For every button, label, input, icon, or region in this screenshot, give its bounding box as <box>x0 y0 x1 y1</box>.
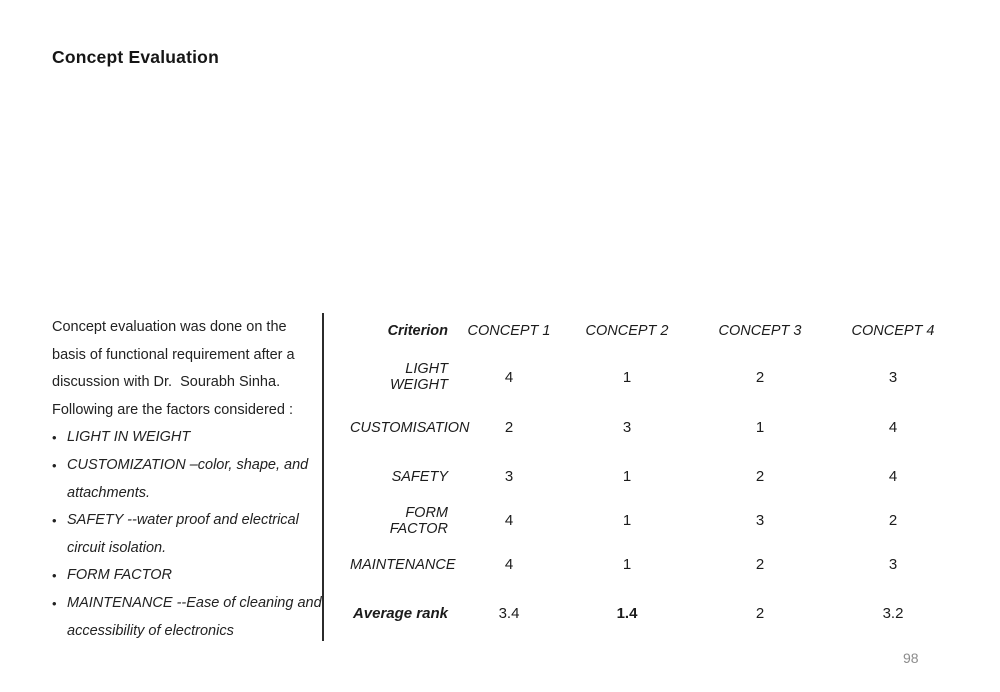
row-label: LIGHT WEIGHT <box>390 361 448 393</box>
bullet-line: accessibility of electronics <box>67 622 234 639</box>
bullet-icon: • <box>52 430 57 446</box>
cell-value: 1 <box>622 556 632 573</box>
factor-list <box>52 424 337 645</box>
table-row <box>350 403 950 452</box>
list-item <box>52 590 337 645</box>
intro-line: discussion with Dr. Sourabh Sinha. <box>52 374 281 391</box>
cell-value: 3 <box>888 368 898 386</box>
page-title: Concept Evaluation <box>52 47 219 67</box>
cell-value: 4 <box>888 468 898 485</box>
list-item <box>52 507 337 562</box>
bullet-icon: • <box>52 595 57 611</box>
bullet-icon: • <box>52 568 57 584</box>
table-row <box>350 540 950 589</box>
table-row-average <box>350 589 950 637</box>
bullet-line: circuit isolation. <box>67 539 167 556</box>
row-label: MAINTENANCE <box>350 556 456 573</box>
cell-value: 2 <box>755 468 765 485</box>
cell-value-best: 1.4 <box>616 604 638 622</box>
cell-value: 4 <box>504 512 514 529</box>
evaluation-table <box>350 311 950 637</box>
bullet-icon: • <box>52 513 57 529</box>
cell-value: 3.2 <box>882 604 904 622</box>
concept-header: CONCEPT 3 <box>718 323 802 339</box>
concept-header: CONCEPT 1 <box>467 323 551 339</box>
cell-value: 1 <box>622 512 632 529</box>
intro-text-block <box>52 314 337 645</box>
vertical-divider <box>322 313 324 641</box>
concept-header: CONCEPT 2 <box>585 323 669 339</box>
cell-value: 4 <box>504 556 514 573</box>
row-label: Average rank <box>352 604 448 622</box>
cell-value: 3 <box>622 419 632 436</box>
cell-value: 1 <box>755 419 765 436</box>
cell-value: 2 <box>755 604 765 622</box>
bullet-line: SAFETY --water proof and electrical <box>67 512 299 529</box>
bullet-icon: • <box>52 457 57 473</box>
cell-value: 3 <box>755 512 765 529</box>
bullet-line: MAINTENANCE --Ease of cleaning and <box>67 594 322 611</box>
cell-value: 2 <box>755 368 765 386</box>
cell-value: 2 <box>504 419 514 436</box>
cell-value: 3 <box>888 556 898 573</box>
page-number: 98 <box>903 650 919 666</box>
bullet-line: LIGHT IN WEIGHT <box>67 429 191 446</box>
concept-header: CONCEPT 4 <box>851 323 935 339</box>
row-label: FORM FACTOR <box>389 504 448 537</box>
bullet-line: CUSTOMIZATION –color, shape, and <box>67 456 309 473</box>
cell-value: 4 <box>504 368 514 386</box>
table-row <box>350 501 950 540</box>
bullet-line: FORM FACTOR <box>67 567 172 584</box>
intro-line: basis of functional requirement after a <box>52 346 295 363</box>
list-item <box>52 452 337 507</box>
cell-value: 3.4 <box>498 604 520 622</box>
row-label: CUSTOMISATION <box>350 419 470 436</box>
criterion-header: Criterion <box>387 323 448 339</box>
cell-value: 4 <box>888 419 898 436</box>
cell-value: 1 <box>622 468 632 485</box>
cell-value: 2 <box>888 512 898 529</box>
bullet-line: attachments. <box>67 484 151 501</box>
table-row <box>350 452 950 501</box>
cell-value: 3 <box>504 468 514 485</box>
intro-line: Following are the factors considered : <box>52 401 293 418</box>
table-header-row <box>350 311 950 351</box>
intro-line: Concept evaluation was done on the <box>52 319 287 335</box>
row-label: SAFETY <box>391 468 448 485</box>
list-item <box>52 562 337 590</box>
list-item <box>52 424 337 452</box>
cell-value: 2 <box>755 556 765 573</box>
table-row <box>350 351 950 403</box>
cell-value: 1 <box>622 368 632 386</box>
